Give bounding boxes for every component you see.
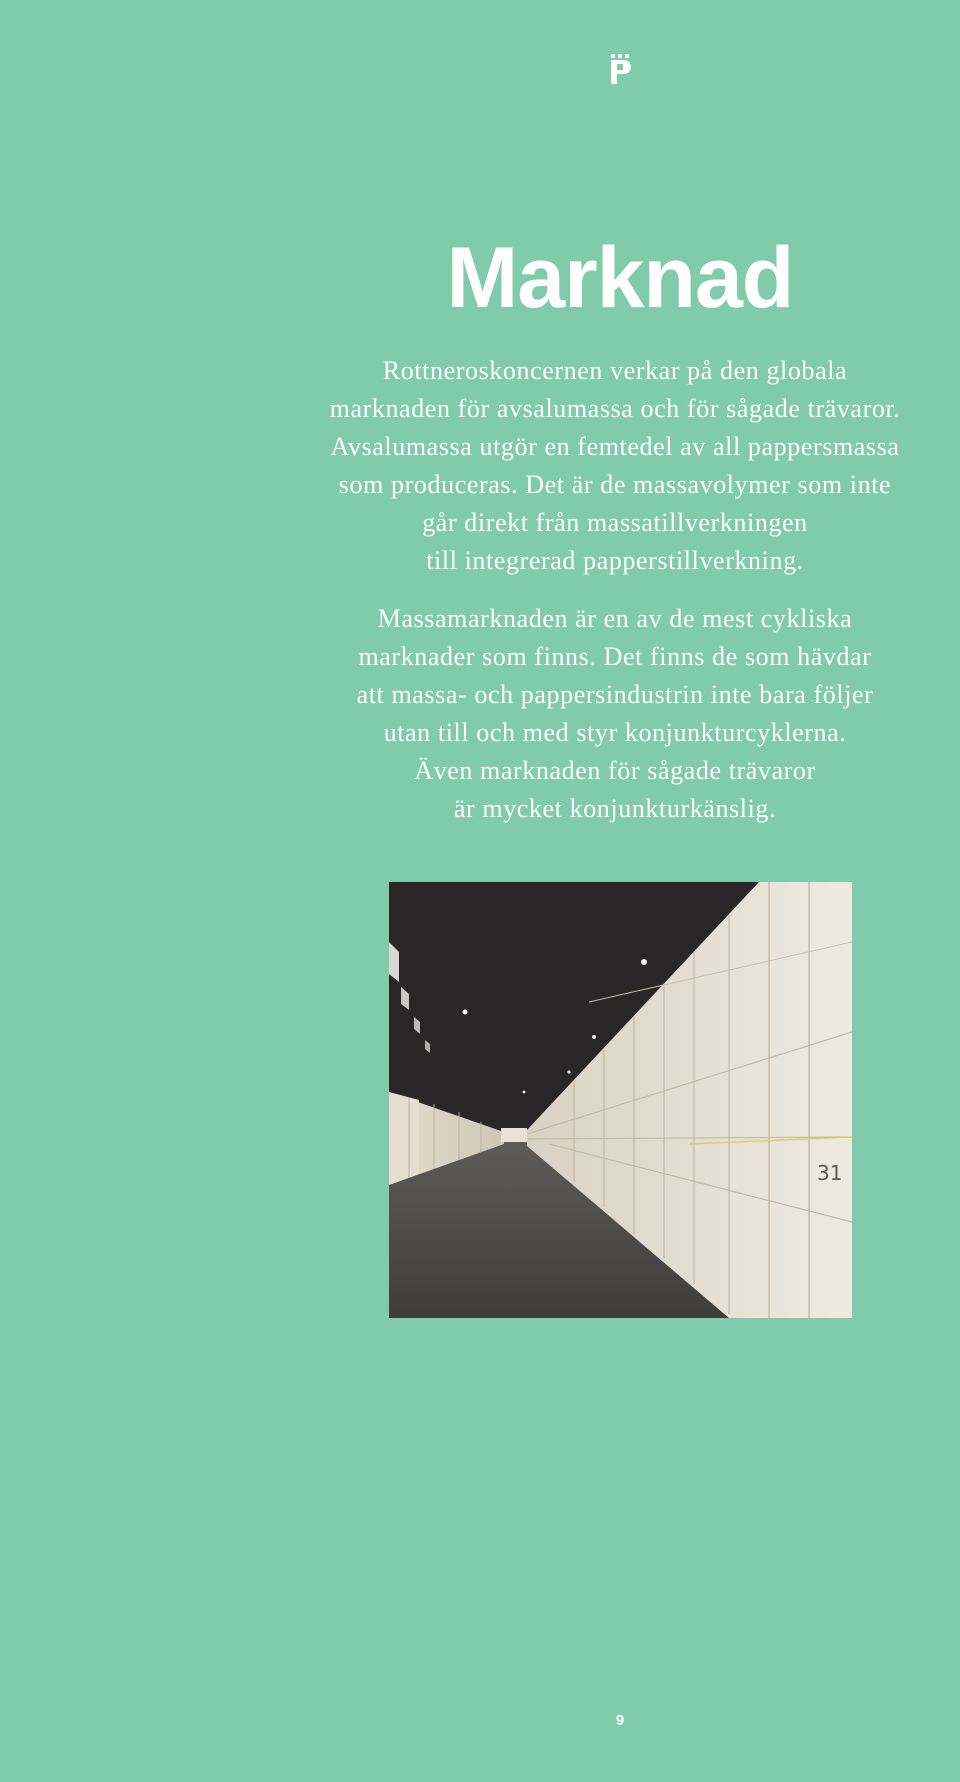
paragraph-line: marknaden för avsalumassa och för sågade trävaror. <box>329 394 901 423</box>
market-cycle-paragraph <box>270 600 960 828</box>
bale-marking: 31 <box>817 1161 843 1185</box>
paragraph-line: går direkt från massatillverkningen <box>422 508 808 537</box>
paragraph-line: Även marknaden för sågade trävaror <box>414 756 816 785</box>
paragraph-line: som produceras. Det är de massavolymer som inte <box>338 470 892 499</box>
paragraph-line: att massa- och pappersindustrin inte bara följer <box>356 680 874 709</box>
paragraph-line: Rottneroskoncernen verkar på den globala <box>382 356 848 385</box>
warehouse-pulp-bales-photo <box>389 882 852 1318</box>
page-number: 9 <box>615 1712 625 1729</box>
intro-paragraph <box>270 352 960 580</box>
page-title: Marknad <box>446 230 794 326</box>
paragraph-line: Avsalumassa utgör en femtedel av all pappersmassa <box>330 432 900 461</box>
paragraph-line: marknader som finns. Det finns de som hävdar <box>358 642 872 671</box>
paragraph-line: är mycket konjunkturkänslig. <box>453 794 777 823</box>
paragraph-line: utan till och med styr konjunkturcyklerna. <box>383 718 847 747</box>
rottneros-logo-icon <box>609 54 633 86</box>
paragraph-line: till integrerad papperstillverkning. <box>426 546 804 575</box>
paragraph-line: Massamarknaden är en av de mest cykliska <box>377 604 853 633</box>
